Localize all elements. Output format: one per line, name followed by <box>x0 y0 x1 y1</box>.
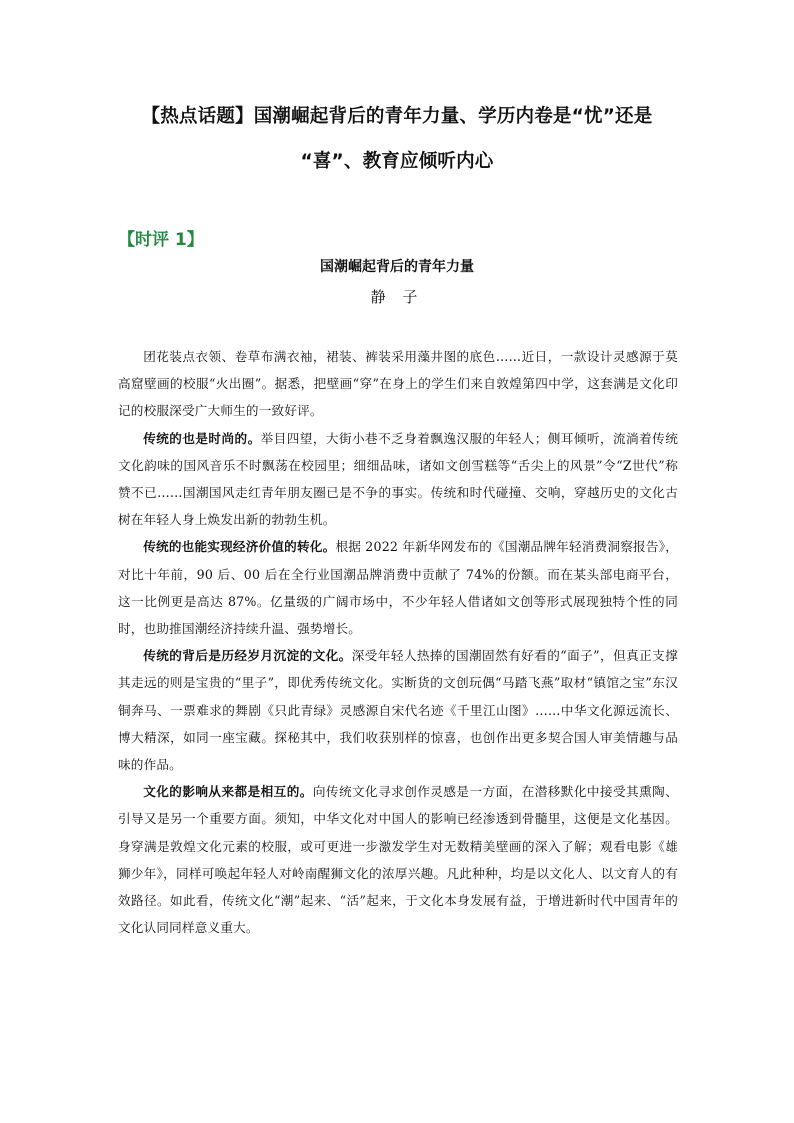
paragraph-3 <box>118 533 678 642</box>
paragraph-5 <box>118 778 678 941</box>
paragraph-lead: 传统的也能实现经济价值的转化。 <box>143 539 336 555</box>
article-body <box>118 343 678 941</box>
paragraph-text: 向传统文化寻求创作灵感是一方面，在潜移默化中接受其熏陶、引导又是另一个重要方面。须知，中华文化对中国人的影响已经渗透到骨髓里，这便是文化基因。身穿满是敦煌文化元素的校服，或可更进一步激发学生对无数精美壁画的深入了解；观看电影《雄狮少年》，同样可唤起年轻人对岭南醒狮文化的浓厚兴趣。凡此种种，均是以文化人、以文育人的有效路径。如此看，传统文化“潮”起来、“活”起来，于文化本身发展有益，于增进新时代中国青年的文化认同同样意义重大。 <box>118 784 678 936</box>
section-label: 【时评 1】 <box>118 230 204 250</box>
article-author: 静 子 <box>370 288 424 306</box>
paragraph-text: 举目四望，大街小巷不乏身着飘逸汉服的年轻人；侧耳倾听，流淌着传统文化韵味的国风音乐不时飘荡在校园里；细细品味，诸如文创雪糕等“舌尖上的风景”令“Z世代”称赞不已……国潮国风走红青年朋友圈已是不争的事实。传统和时代碰撞、交响，穿越历史的文化古树在年轻人身上焕发出新的勃勃生机。 <box>118 430 678 528</box>
paragraph-text: 根据 2022 年新华网发布的《国潮品牌年轻消费洞察报告》，对比十年前，90 后、00 后在全行业国潮品牌消费中贡献了 74%的份额。而在某头部电商平台，这一比例更是高达 87%。亿量级的广阔市场中，不少年轻人借诸如文创等形式展现独特个性的同时，也助推国潮经济持续升温、强势增长。 <box>118 539 679 637</box>
paragraph-4 <box>118 642 678 778</box>
paragraph-lead: 文化的影响从来都是相互的。 <box>143 784 313 800</box>
page-title-line-1: 【热点话题】国潮崛起背后的青年力量、学历内卷是“忧”还是 <box>141 106 653 127</box>
paragraph-text: 深受年轻人热捧的国潮固然有好看的“面子”，但真正支撑其走远的则是宝贵的“里子”，即优秀传统文化。实断货的文创玩偶“马踏飞燕”取材“镇馆之宝”东汉铜奔马、一票难求的舞剧《只此青绿》灵感源自宋代名迹《千里江山图》……中华文化源远流长、博大精深，如同一座宝藏。探秘其中，我们收获别样的惊喜，也创作出更多契合国人审美情趣与品味的作品。 <box>118 648 679 773</box>
page-title-line-2: “喜”、教育应倾听内心 <box>300 151 494 172</box>
paragraph-2 <box>118 425 678 534</box>
paragraph-text: 团花装点衣领、卷草布满衣袖，裙装、裤装采用藻井图的底色……近日，一款设计灵感源于莫高窟壁画的校服“火出圈”。据悉，把壁画“穿”在身上的学生们来自敦煌第四中学，这套满是文化印记的校服深受广大师生的一致好评。 <box>118 349 678 419</box>
paragraph-1 <box>118 343 678 425</box>
article-title: 国潮崛起背后的青年力量 <box>320 259 474 275</box>
paragraph-lead: 传统的背后是历经岁月沉淀的文化。 <box>143 648 352 664</box>
paragraph-lead: 传统的也是时尚的。 <box>143 430 261 446</box>
